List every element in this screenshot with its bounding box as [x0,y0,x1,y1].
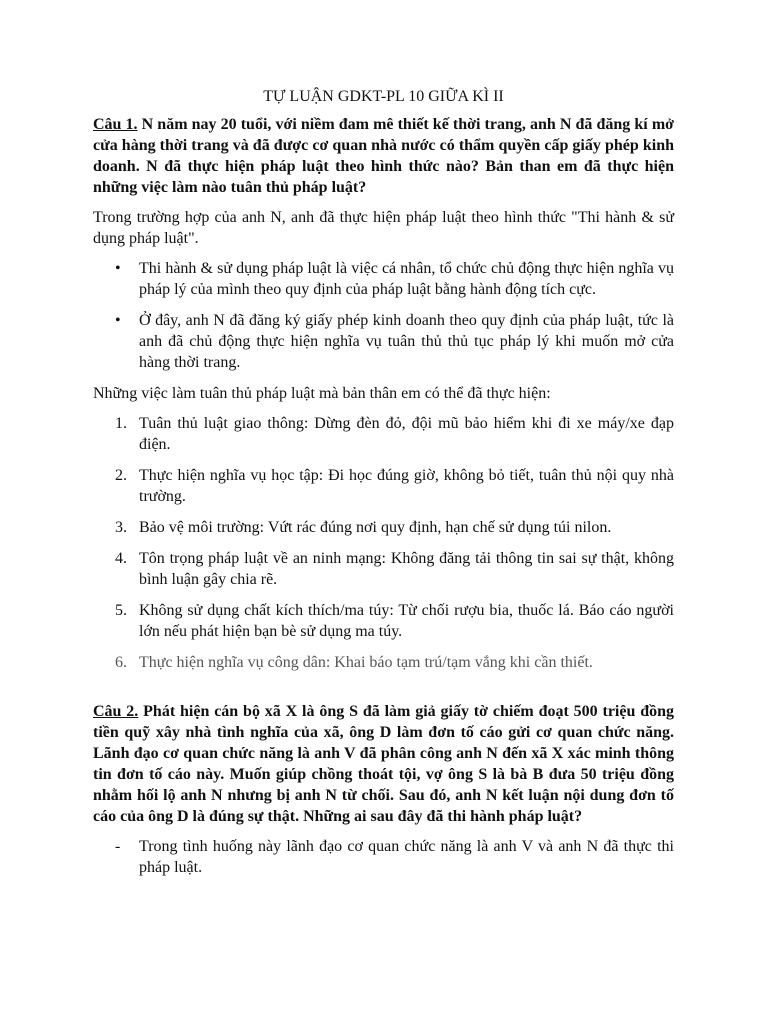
question-2 [93,701,674,827]
list-number: 4. [115,550,127,567]
question-2-text: Phát hiện cán bộ xã X là ông S đã làm giả giấy tờ chiếm đoạt 500 triệu đồng tiền quỹ xây nhà tình nghĩa của xã, ông D làm đơn tố cáo gửi cơ quan chức năng. Lãnh đạo cơ quan chức năng là anh V đã phân công anh N đến xã X xác minh thông tin đơn tố cáo này. Muốn giúp chồng thoát tội, vợ ông S là bà B đưa 50 triệu đồng nhằm hối lộ anh N nhưng bị anh N từ chối. Sau đó, anh N kết luận nội dung đơn tố cáo của ông D là đúng sự thật. Những ai sau đây đã thi hành pháp luật? [93,703,675,825]
list-item-text: Trong tình huống này lãnh đạo cơ quan chức năng là anh V và anh N đã thực thi pháp luật. [139,838,674,876]
list-item [93,413,674,455]
list-item [93,465,674,507]
list-item-text: Thi hành & sử dụng pháp luật là việc cá nhân, tổ chức chủ động thực hiện nghĩa vụ pháp lý của mình theo quy định của pháp luật bằng hành động tích cực. [139,260,674,298]
list-number: 5. [115,602,127,619]
question-1 [93,114,674,198]
list-item-text: Thực hiện nghĩa vụ học tập: Đi học đúng giờ, không bỏ tiết, tuân thủ nội quy nhà trường. [139,467,674,505]
list-item-text: Không sử dụng chất kích thích/ma túy: Từ chối rượu bia, thuốc lá. Báo cáo người lớn nếu phát hiện bạn bè sử dụng ma túy. [139,602,674,640]
answer-1-numbered-list [93,413,674,673]
section-spacer [93,683,674,701]
list-item-text: Ở đây, anh N đã đăng ký giấy phép kinh doanh theo quy định của pháp luật, tức là anh đã chủ động thực hiện nghĩa vụ tuân thủ thủ tục pháp lý khi muốn mở cửa hàng thời trang. [139,312,674,371]
question-2-label: Câu 2. [93,703,139,720]
list-item-text: Tuân thủ luật giao thông: Dừng đèn đỏ, đội mũ bảo hiểm khi đi xe máy/xe đạp điện. [139,415,674,453]
list-item-text: Thực hiện nghĩa vụ công dân: Khai báo tạm trú/tạm vắng khi cần thiết. [139,654,593,671]
bullet-marker: • [115,312,121,329]
list-item [93,836,674,878]
list-item [93,652,674,673]
document-title: TỰ LUẬN GDKT-PL 10 GIỮA KÌ II [263,88,504,105]
question-1-label: Câu 1. [93,116,138,133]
list-item-text: Tôn trọng pháp luật về an ninh mạng: Không đăng tải thông tin sai sự thật, không bình luận gây chia rẽ. [139,550,674,588]
list-number: 3. [115,519,127,536]
list-item [93,310,674,373]
dash-marker: - [115,838,121,855]
answer-2-dash-list [93,836,674,878]
list-item [93,517,674,538]
list-item-text: Bảo vệ môi trường: Vứt rác đúng nơi quy định, hạn chế sử dụng túi nilon. [139,519,612,536]
bullet-marker: • [115,260,121,277]
list-number: 1. [115,415,127,432]
question-1-text: N năm nay 20 tuổi, với niềm đam mê thiết kế thời trang, anh N đã đăng kí mở cửa hàng thời trang và đã được cơ quan nhà nước có thẩm quyền cấp giấy phép kinh doanh. N đã thực hiện pháp luật theo hình thức nào? Bản than em đã thực hiện những việc làm nào tuân thủ pháp luật? [93,116,675,196]
list-number: 6. [115,654,127,671]
answer-1-list-intro: Những việc làm tuân thủ pháp luật mà bản thân em có thể đã thực hiện: [93,385,551,402]
answer-1-bullet-list [93,258,674,373]
list-item [93,600,674,642]
list-item [93,548,674,590]
document-page [93,86,674,878]
answer-1-intro: Trong trường hợp của anh N, anh đã thực hiện pháp luật theo hình thức "Thi hành & sử dụng pháp luật". [93,209,674,247]
list-item [93,258,674,300]
list-number: 2. [115,467,127,484]
